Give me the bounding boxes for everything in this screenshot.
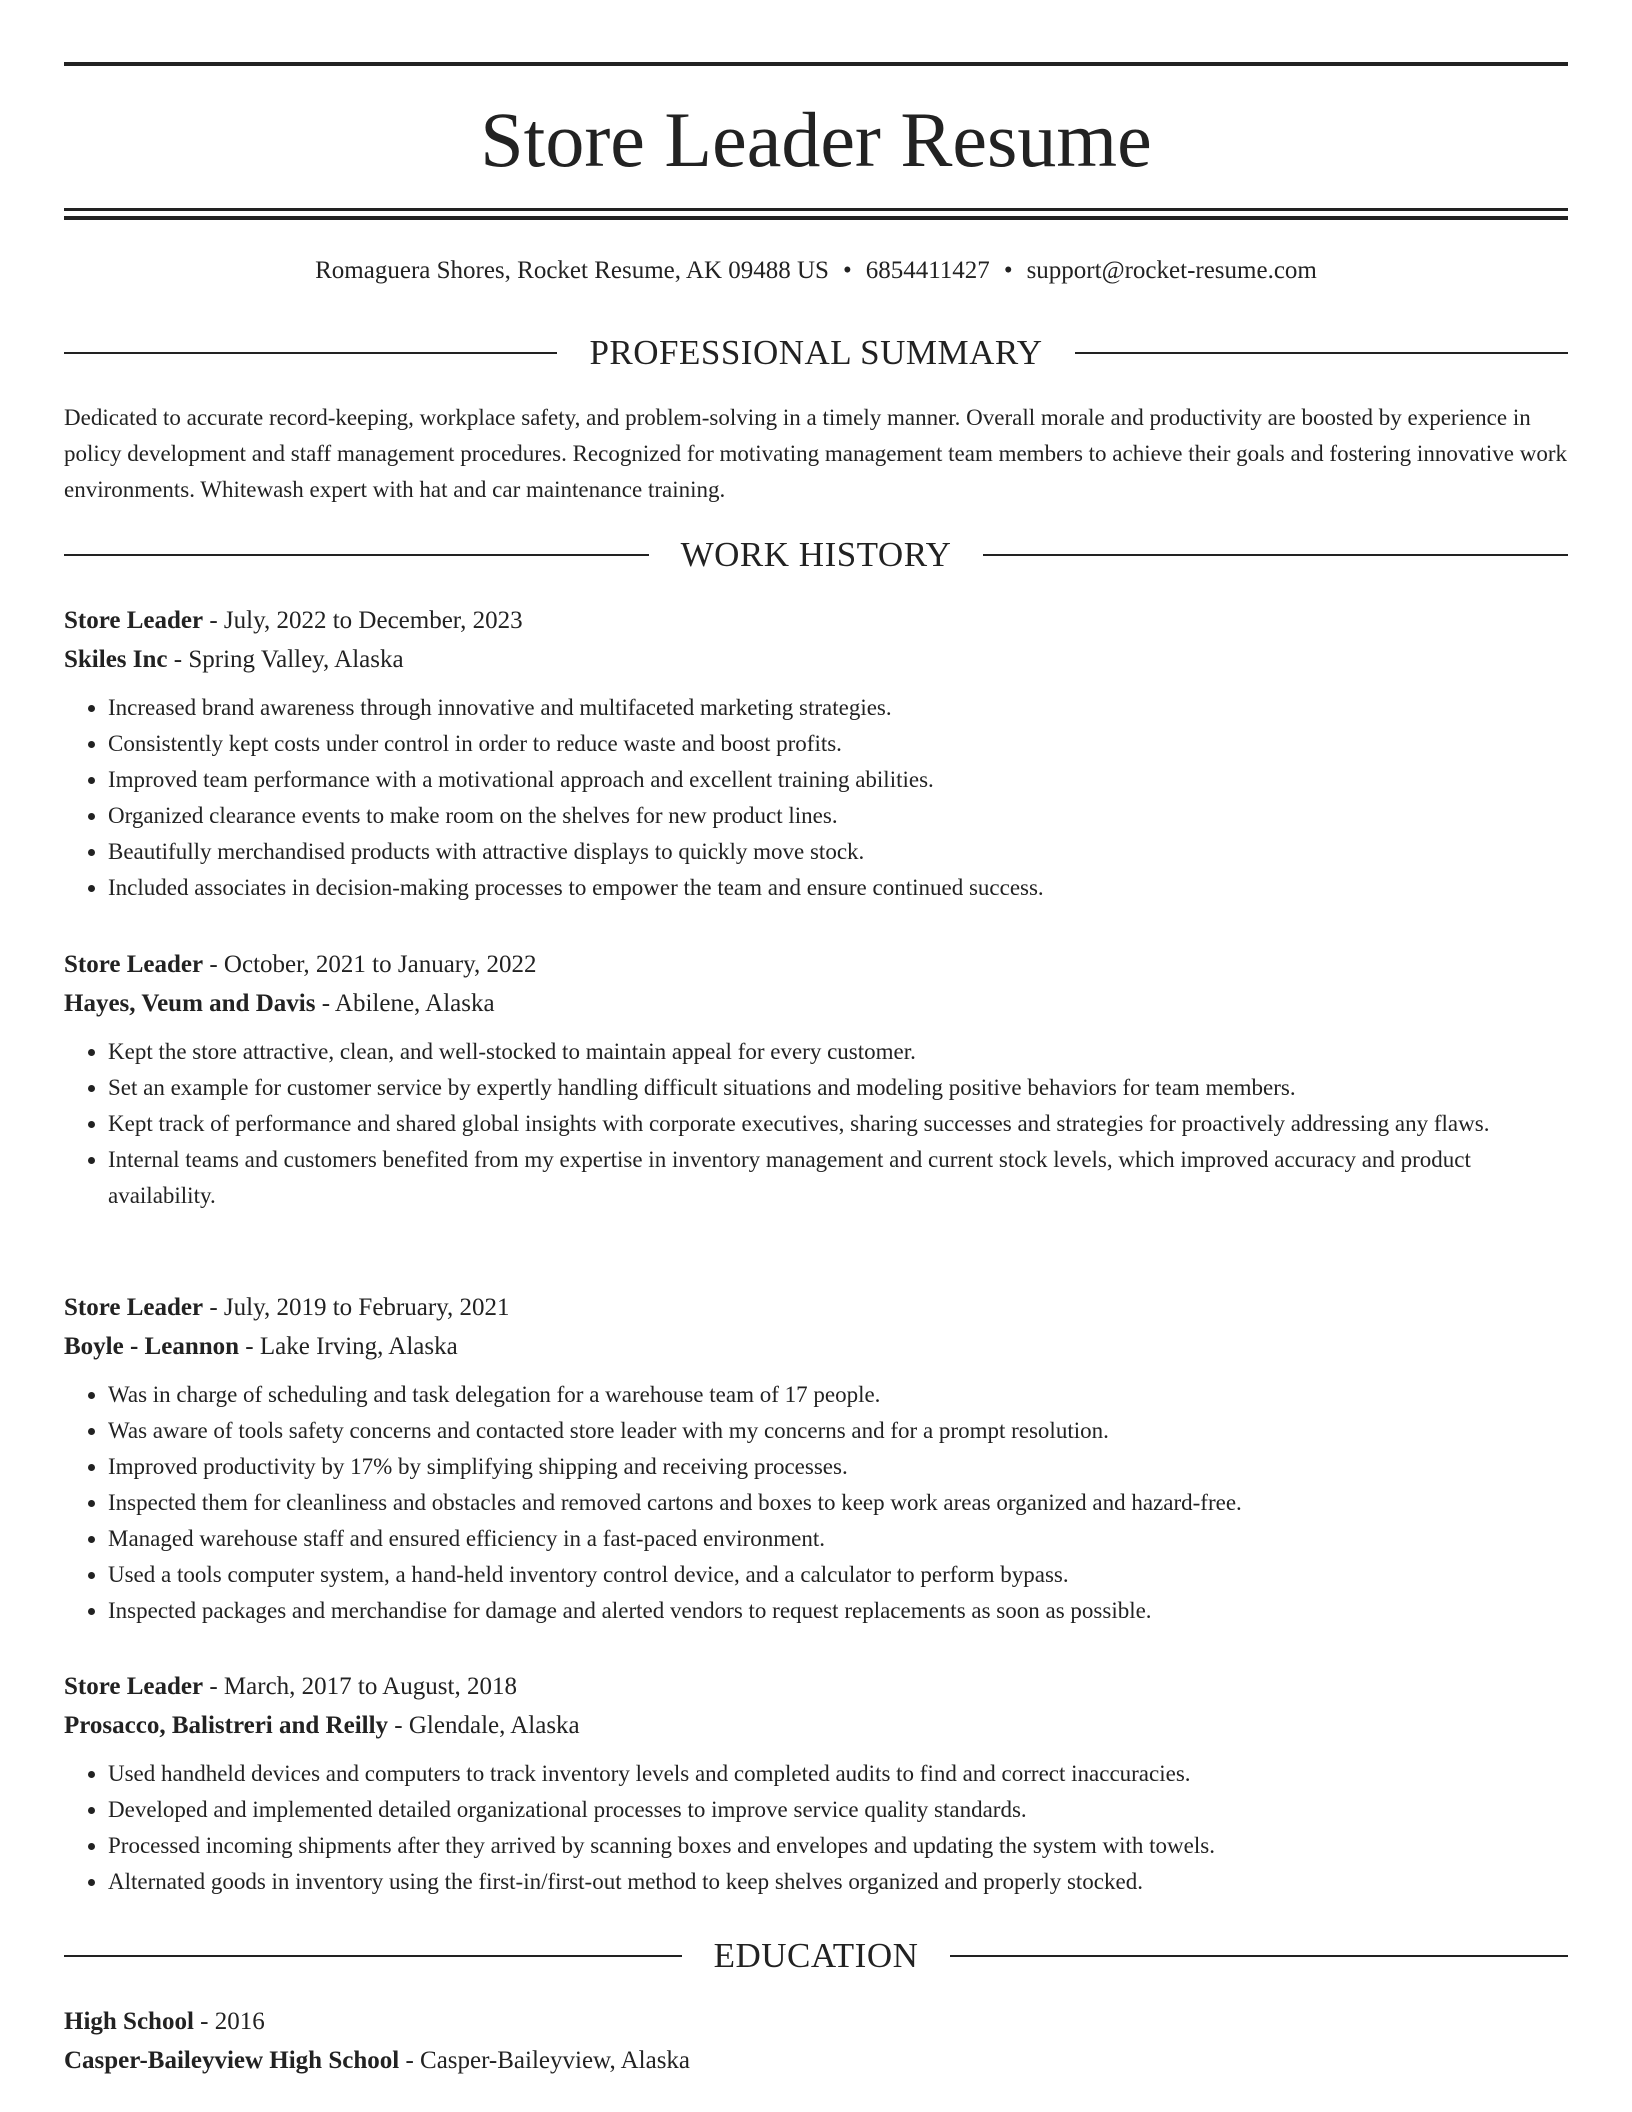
job-company: Prosacco, Balistreri and Reilly: [64, 1712, 389, 1739]
job-bullet: • Internal teams and customers benefited from my expertise in inventory management and current stock levels, which improved accuracy and product availability.: [108, 1142, 1568, 1214]
job-location: - Lake Irving, Alaska: [239, 1333, 458, 1360]
section-heading-education: [64, 1934, 1568, 1978]
contact-address: Romaguera Shores, Rocket Resume, AK 09488 US: [315, 257, 829, 284]
contact-phone: 6854411427: [865, 257, 990, 284]
job-bullet: • Managed warehouse staff and ensured efficiency in a fast-paced environment.: [108, 1521, 1568, 1557]
section-heading-label: PROFESSIONAL SUMMARY: [589, 333, 1043, 372]
job-bullets: [64, 1377, 1568, 1629]
job-bullet: • Kept the store attractive, clean, and well-stocked to maintain appeal for every customer.: [108, 1034, 1568, 1070]
education-school-line: [64, 2041, 1568, 2080]
job-bullet: • Was in charge of scheduling and task delegation for a warehouse team of 17 people.: [108, 1377, 1568, 1413]
job-company: Hayes, Veum and Davis: [64, 990, 316, 1017]
education-degree: High School: [64, 2008, 194, 2035]
page-title: Store Leader Resume: [480, 96, 1152, 183]
job-bullet: • Improved team performance with a motivational approach and excellent training abilities.: [108, 762, 1568, 798]
job-entry: [64, 1667, 1568, 1900]
section-heading-label: WORK HISTORY: [680, 535, 952, 574]
job-title: Store Leader: [64, 1673, 204, 1700]
job-dates: - March, 2017 to August, 2018: [203, 1673, 517, 1700]
job-bullets: [64, 1756, 1568, 1900]
job-bullet: • Was aware of tools safety concerns and contacted store leader with my concerns and for a prompt resolution.: [108, 1413, 1568, 1449]
job-bullets: [64, 690, 1568, 906]
contact-separator: •: [1003, 257, 1013, 284]
contact-line: [64, 254, 1568, 288]
job-dates: - July, 2019 to February, 2021: [203, 1294, 510, 1321]
job-company-line: [64, 640, 1568, 679]
job-location: - Abilene, Alaska: [315, 990, 495, 1017]
education-degree-line: [64, 2002, 1568, 2041]
job-bullet: • Inspected packages and merchandise for damage and alerted vendors to request replacements as soon as possible.: [108, 1593, 1568, 1629]
education-entry: [64, 2002, 1568, 2080]
job-title: Store Leader: [64, 951, 204, 978]
contact-email: support@rocket-resume.com: [1026, 257, 1317, 284]
job-entry: [64, 945, 1568, 1214]
job-bullet: • Consistently kept costs under control in order to reduce waste and boost profits.: [108, 726, 1568, 762]
job-bullet: • Improved productivity by 17% by simplifying shipping and receiving processes.: [108, 1449, 1568, 1485]
job-bullet: • Kept track of performance and shared global insights with corporate executives, sharing successes and strategies for proactively addressing any flaws.: [108, 1106, 1568, 1142]
heading-rule-right: [983, 554, 1568, 556]
job-title: Store Leader: [64, 1294, 204, 1321]
job-title: Store Leader: [64, 607, 204, 634]
job-bullet: • Used handheld devices and computers to track inventory levels and completed audits to find and correct inaccuracies.: [108, 1756, 1568, 1792]
job-bullet: • Processed incoming shipments after they arrived by scanning boxes and envelopes and updating the system with towels.: [108, 1828, 1568, 1864]
education-location: - Casper-Baileyview, Alaska: [399, 2047, 691, 2074]
section-heading-label: EDUCATION: [713, 1936, 919, 1975]
job-title-line: [64, 1667, 1568, 1706]
job-title-line: [64, 1288, 1568, 1327]
job-company: Skiles Inc: [64, 646, 168, 673]
job-bullet: • Beautifully merchandised products with attractive displays to quickly move stock.: [108, 834, 1568, 870]
job-bullet: • Alternated goods in inventory using the first-in/first-out method to keep shelves organized and properly stocked.: [108, 1864, 1568, 1900]
job-bullet: • Included associates in decision-making processes to empower the team and ensure continued success.: [108, 870, 1568, 906]
job-bullet: • Used a tools computer system, a hand-held inventory control device, and a calculator to perform bypass.: [108, 1557, 1568, 1593]
job-bullet: • Increased brand awareness through innovative and multifaceted marketing strategies.: [108, 690, 1568, 726]
education-year: - 2016: [193, 2008, 265, 2035]
heading-rule-right: [1075, 352, 1568, 354]
heading-rule-left: [64, 352, 557, 354]
section-heading-work-history: [64, 533, 1568, 577]
contact-separator: •: [842, 257, 852, 284]
job-title-line: [64, 945, 1568, 984]
job-company-line: [64, 1327, 1568, 1366]
job-company: Boyle - Leannon: [64, 1333, 240, 1360]
top-rule: [64, 62, 1568, 66]
job-entry: [64, 1288, 1568, 1629]
job-entry: [64, 601, 1568, 906]
job-location: - Glendale, Alaska: [388, 1712, 580, 1739]
job-bullet: • Developed and implemented detailed organizational processes to improve service quality standards.: [108, 1792, 1568, 1828]
heading-rule-left: [64, 554, 649, 556]
professional-summary-text: Dedicated to accurate record-keeping, workplace safety, and problem-solving in a timely manner. Overall morale and productivity are boosted by experience in policy development and staff management procedures. Recognized for motivating management team members to achieve their goals and fostering innovative work environments. Whitewash expert with hat and car maintenance training.: [64, 405, 1568, 502]
title-double-rule: [64, 208, 1568, 220]
section-heading-summary: [64, 331, 1568, 375]
education-school: Casper-Baileyview High School: [64, 2047, 400, 2074]
job-bullet: • Inspected them for cleanliness and obstacles and removed cartons and boxes to keep work areas organized and hazard-free.: [108, 1485, 1568, 1521]
job-dates: - July, 2022 to December, 2023: [203, 607, 523, 634]
job-dates: - October, 2021 to January, 2022: [203, 951, 537, 978]
job-location: - Spring Valley, Alaska: [167, 646, 404, 673]
heading-rule-right: [950, 1955, 1568, 1957]
job-bullet: • Organized clearance events to make room on the shelves for new product lines.: [108, 798, 1568, 834]
job-company-line: [64, 984, 1568, 1023]
job-bullets: [64, 1034, 1568, 1214]
heading-rule-left: [64, 1955, 682, 1957]
job-bullet: • Set an example for customer service by expertly handling difficult situations and modeling positive behaviors for team members.: [108, 1070, 1568, 1106]
job-company-line: [64, 1706, 1568, 1745]
job-title-line: [64, 601, 1568, 640]
